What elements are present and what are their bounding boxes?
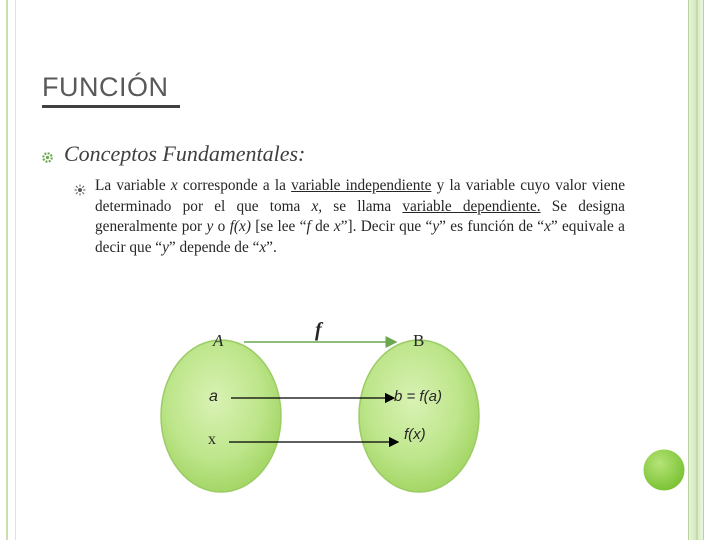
set-a-label: A <box>213 331 224 350</box>
codomain-element-fa: b = f(a) <box>394 388 442 405</box>
set-b-label: B <box>413 331 425 350</box>
definition-paragraph: La variable x corresponde a la variable independiente y la variable cuyo valor viene determinado por el que toma x, se llama variable dependiente. Se designa generalmente por y o f(x) [se lee “f de x”]. Decir que “y” es función de “x” equivale a decir que “y” depende de “x”. <box>95 177 625 256</box>
codomain-element-fx: f(x) <box>404 426 426 443</box>
slide-title: FUNCIÓN <box>42 72 169 102</box>
domain-element-x: x <box>208 431 216 448</box>
domain-element-a: a <box>209 388 218 405</box>
function-label: f <box>315 319 322 341</box>
set-a-ellipse <box>161 340 281 492</box>
set-b-ellipse <box>359 340 479 492</box>
section-heading: Conceptos Fundamentales: <box>64 141 306 166</box>
decorative-green-circle <box>642 448 686 492</box>
